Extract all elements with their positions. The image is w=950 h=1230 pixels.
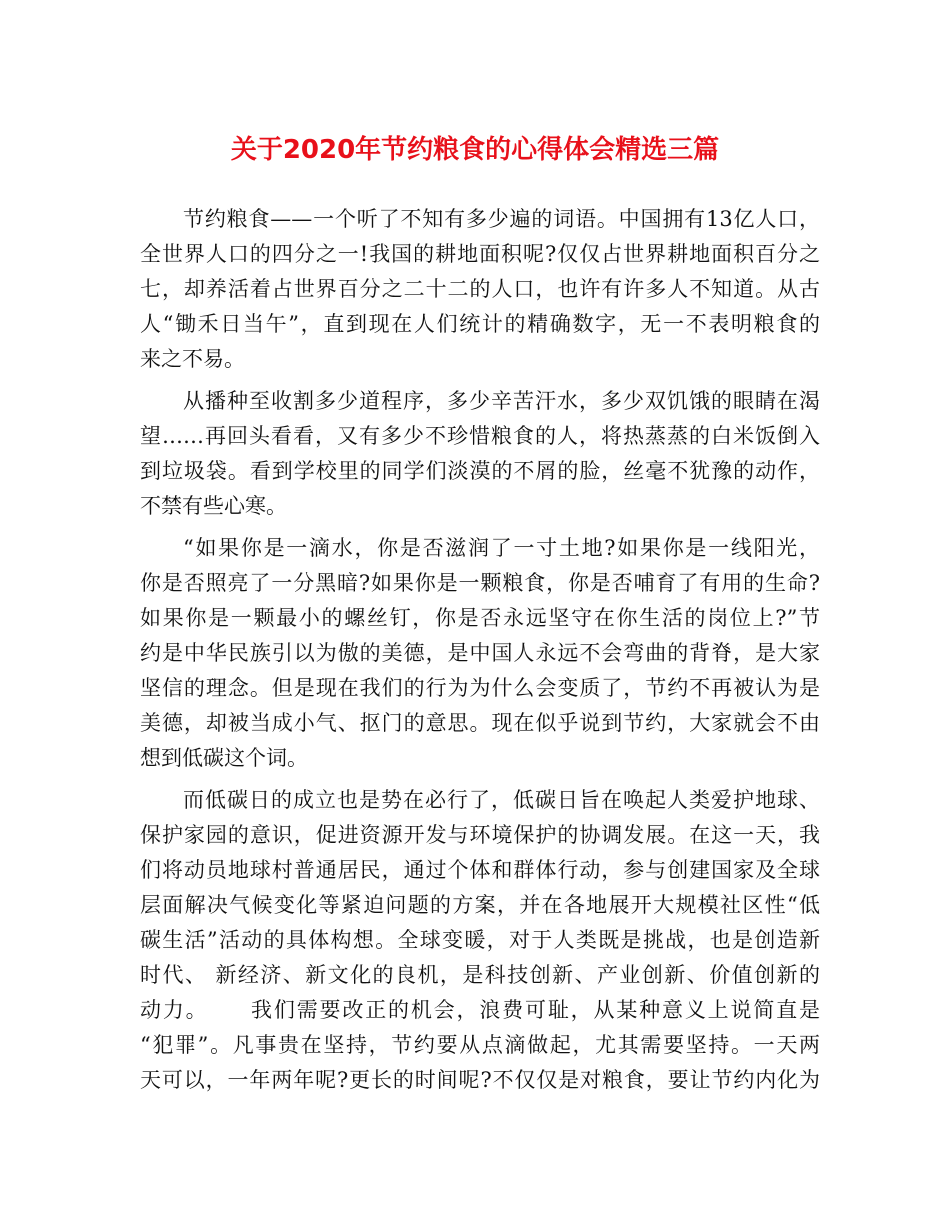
paragraph-1-line-2: 全世界人口的四分之一!我国的耕地面积呢?仅仅占世界耕地面积百分之	[140, 242, 820, 266]
paragraph-4-line-3: 们将动员地球村普通居民，通过个体和群体行动，参与创建国家及全球	[140, 858, 820, 882]
paragraph-4-line-2: 保护家园的意识，促进资源开发与环境保护的协调发展。在这一天，我	[140, 823, 820, 847]
paragraph-4-line-9: 天可以，一年两年呢?更长的时间呢?不仅仅是对粮食，要让节约内化为	[140, 1068, 820, 1092]
paragraph-2-line-4: 不禁有些心寒。	[140, 494, 287, 518]
document-title: 关于2020年节约粮食的心得体会精选三篇	[230, 135, 720, 165]
paragraph-1-line-4: 人“锄禾日当午”，直到现在人们统计的精确数字，无一不表明粮食的	[140, 312, 820, 336]
paragraph-3-line-5: 坚信的理念。但是现在我们的行为为什么会变质了，节约不再被认为是	[140, 676, 820, 700]
paragraph-4-line-5: 碳生活”活动的具体构想。全球变暖，对于人类既是挑战，也是创造新	[140, 928, 820, 952]
paragraph-3-line-6: 美德，却被当成小气、抠门的意思。现在似乎说到节约，大家就会不由	[140, 711, 820, 735]
paragraph-3-line-4: 约是中华民族引以为傲的美德，是中国人永远不会弯曲的背脊，是大家	[140, 641, 820, 665]
paragraph-3-line-7: 想到低碳这个词。	[140, 746, 308, 770]
paragraph-4-line-8: “犯罪”。凡事贵在坚持，节约要从点滴做起，尤其需要坚持。一天两	[140, 1033, 820, 1057]
paragraph-1-line-1: 节约粮食——一个听了不知有多少遍的词语。中国拥有13亿人口，	[183, 207, 820, 231]
paragraph-2-line-2: 望……再回头看看，又有多少不珍惜粮食的人，将热蒸蒸的白米饭倒入	[140, 424, 820, 448]
paragraph-3-line-3: 如果你是一颗最小的螺丝钉，你是否永远坚守在你生活的岗位上?”节	[140, 606, 820, 630]
paragraph-3-line-2: 你是否照亮了一分黑暗?如果你是一颗粮食，你是否哺育了有用的生命?	[140, 571, 820, 595]
paragraph-1-line-3: 七，却养活着占世界百分之二十二的人口，也许有许多人不知道。从古	[140, 277, 820, 301]
paragraph-4-line-7: 动力。 我们需要改正的机会，浪费可耻，从某种意义上说简直是	[140, 998, 820, 1022]
paragraph-3-line-1: “如果你是一滴水，你是否滋润了一寸土地?如果你是一线阳光，	[183, 536, 820, 560]
paragraph-4-line-6: 时代、 新经济、新文化的良机，是科技创新、产业创新、价值创新的	[140, 963, 820, 987]
paragraph-4-line-4: 层面解决气候变化等紧迫问题的方案，并在各地展开大规模社区性“低	[140, 893, 820, 917]
paragraph-2-line-1: 从播种至收割多少道程序，多少辛苦汗水，多少双饥饿的眼睛在渴	[183, 389, 820, 413]
paragraph-1-line-5: 来之不易。	[140, 347, 245, 371]
paragraph-4-line-1: 而低碳日的成立也是势在必行了，低碳日旨在唤起人类爱护地球、	[183, 788, 820, 812]
paragraph-2-line-3: 到垃圾袋。看到学校里的同学们淡漠的不屑的脸，丝毫不犹豫的动作，	[140, 459, 820, 483]
